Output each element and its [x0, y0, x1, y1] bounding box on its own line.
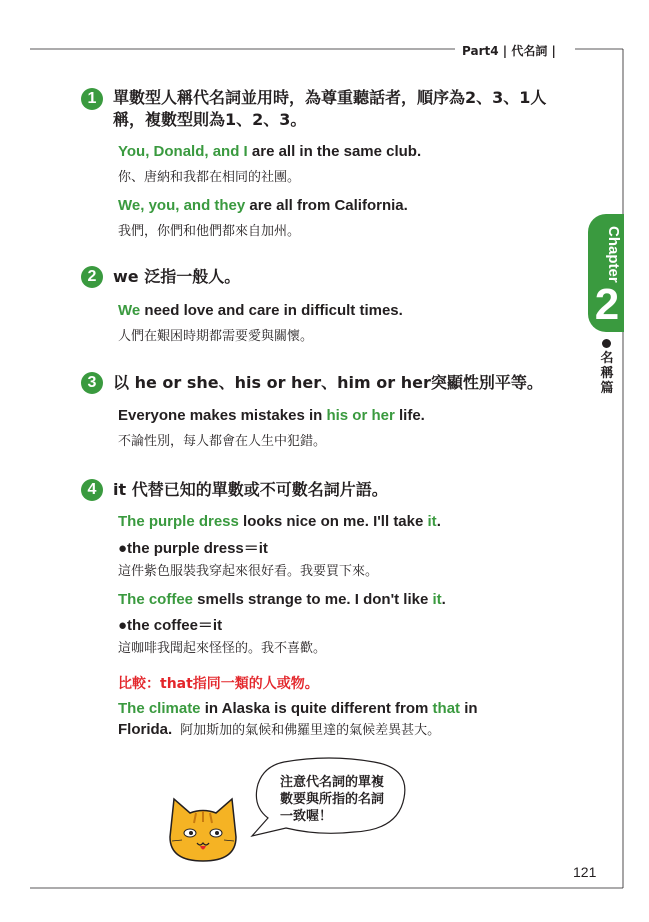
translation-4b: 這咖啡我聞起來怪怪的。我不喜歡。 [118, 641, 327, 656]
highlight: You, Donald, and I [118, 143, 248, 160]
highlight: The climate [118, 700, 201, 717]
translation-1a: 你、唐納和我都在相同的社團。 [118, 170, 301, 185]
translation-1b: 我們，你們和他們都來自加州。 [118, 224, 301, 239]
chapter-number: 2 [594, 280, 620, 329]
example-4c-line-2: Florida. 阿加斯加的氣候和佛羅里達的氣候差異甚大。 [118, 721, 441, 738]
item-number-3: 3 [81, 372, 103, 394]
item-number-4: 4 [81, 479, 103, 501]
rule-1-line-1: 單數型人稱代名詞並用時，為尊重聽話者，順序為2、3、1人 [113, 88, 547, 107]
rule-2: we 泛指一般人。 [113, 267, 241, 286]
translation-3: 不論性別，每人都會在人生中犯錯。 [118, 434, 327, 449]
translation-2: 人們在艱困時期都需要愛與關懷。 [118, 329, 314, 344]
bullet-dot-icon [602, 339, 611, 348]
section-label: 名稱篇 [600, 351, 614, 396]
note-4b: ●the coffee＝it [118, 617, 223, 634]
header-part: Part4 [462, 44, 499, 58]
page-number: 121 [573, 864, 597, 880]
example-1a: You, Donald, and I are all in the same club. [118, 143, 422, 160]
rule-1-line-2: 稱，複數型則為1、2、3。 [113, 110, 307, 129]
highlight: We [118, 302, 141, 319]
translation-4c: 阿加斯加的氣候和佛羅里達的氣候差異甚大。 [180, 723, 441, 738]
highlight: his or her [326, 407, 395, 424]
compare-note: 比較：that指同一類的人或物。 [118, 676, 319, 692]
highlight: The coffee [118, 591, 194, 608]
example-4c: The climate in Alaska is quite different from that in [118, 700, 478, 717]
highlight: We, you, and they [118, 197, 246, 214]
highlight: The purple dress [118, 513, 239, 530]
speech-bubble-text: 注意代名詞的單複 數要與所指的名詞 一致喔！ [280, 775, 385, 824]
example-1b: We, you, and they are all from California. [118, 197, 408, 214]
example-4a: The purple dress looks nice on me. I'll take it. [118, 513, 441, 530]
example-4b: The coffee smells strange to me. I don't like it. [118, 591, 446, 608]
example-3: Everyone makes mistakes in his or her life. [118, 407, 425, 424]
translation-4a: 這件紫色服裝我穿起來很好看。我要買下來。 [118, 564, 379, 579]
note-4a: ●the purple dress＝it [118, 540, 268, 557]
example-2: We need love and care in difficult times. [118, 302, 403, 319]
item-number-2: 2 [81, 266, 103, 288]
chapter-word: Chapter [605, 226, 622, 283]
rule-4: it 代替已知的單數或不可數名詞片語。 [113, 480, 388, 499]
header-topic: 代名詞 [511, 44, 548, 58]
item-number-1: 1 [81, 88, 103, 110]
running-header: Part4 | 代名詞 | [462, 44, 556, 58]
cat-mascot-icon [164, 795, 242, 865]
rule-3: 以 he or she、his or her、him or her突顯性別平等。 [113, 373, 543, 392]
